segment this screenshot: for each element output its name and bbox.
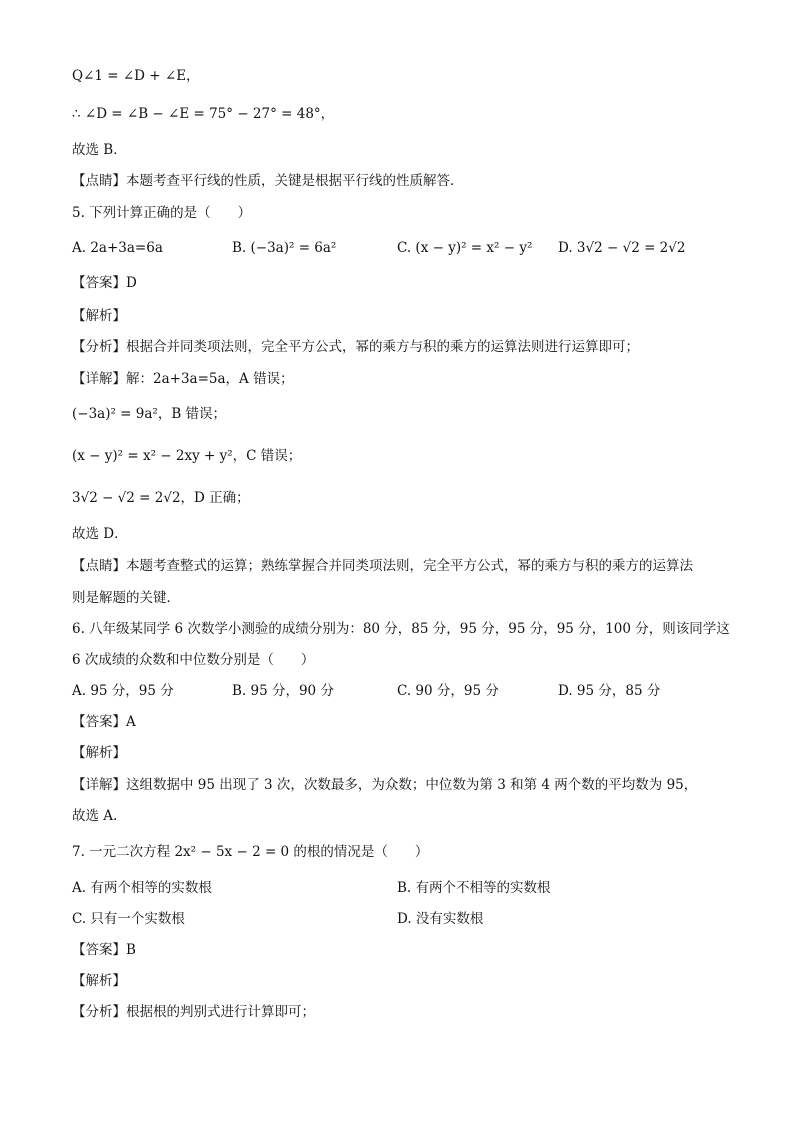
q5-option-b: B. (−3a)² = 6a² bbox=[232, 240, 337, 256]
question-5: 5. 下列计算正确的是（ ） bbox=[72, 205, 252, 221]
question-6-line2: 6 次成绩的众数和中位数分别是（ ） bbox=[72, 652, 315, 668]
q7-answer: 【答案】B bbox=[72, 942, 136, 958]
q7-analysis-title: 【解析】 bbox=[72, 973, 126, 989]
q5-comment-2: 则是解题的关键． bbox=[72, 590, 180, 606]
q7-analysis: 【分析】根据根的判别式进行计算即可； bbox=[72, 1004, 315, 1020]
q5-option-a: A. 2a+3a=6a bbox=[72, 240, 163, 256]
q5-step-d: 3√2 − √2 = 2√2，D 正确； bbox=[72, 490, 250, 506]
q6-answer: 【答案】A bbox=[72, 714, 136, 730]
q5-option-d: D. 3√2 − √2 = 2√2 bbox=[558, 240, 686, 256]
q5-choose: 故选 D． bbox=[72, 526, 128, 542]
q6-option-b: B. 95 分，90 分 bbox=[232, 683, 334, 699]
q6-analysis-title: 【解析】 bbox=[72, 745, 126, 761]
q5-step-b: (−3a)² = 9a²，B 错误； bbox=[72, 406, 227, 422]
q7-option-b: B. 有两个不相等的实数根 bbox=[397, 880, 551, 896]
question-7: 7. 一元二次方程 2x² − 5x − 2 = 0 的根的情况是（ ） bbox=[72, 844, 429, 860]
q5-option-c: C. (x − y)² = x² − y² bbox=[397, 240, 533, 256]
question-6-line1: 6. 八年级某同学 6 次数学小测验的成绩分别为：80 分，85 分，95 分，95 分，95 分，100 分，则该同学这 bbox=[72, 621, 730, 637]
q6-option-a: A. 95 分，95 分 bbox=[72, 683, 174, 699]
q5-detail: 【详解】解：2a+3a=5a，A 错误； bbox=[72, 371, 294, 387]
q7-option-d: D. 没有实数根 bbox=[397, 911, 484, 927]
q7-option-a: A. 有两个相等的实数根 bbox=[72, 880, 212, 896]
line-angle-calc: ∴ ∠D = ∠B − ∠E = 75° − 27° = 48°， bbox=[72, 106, 335, 122]
q6-option-d: D. 95 分，85 分 bbox=[558, 683, 661, 699]
q5-step-c: (x − y)² = x² − 2xy + y²，C 错误； bbox=[72, 448, 302, 464]
line-choose-b: 故选 B． bbox=[72, 142, 127, 158]
q6-option-c: C. 90 分，95 分 bbox=[397, 683, 499, 699]
q5-analysis: 【分析】根据合并同类项法则，完全平方公式，幂的乘方与积的乘方的运算法则进行运算即可； bbox=[72, 339, 639, 355]
q6-choose: 故选 A. bbox=[72, 808, 118, 824]
line-angle1: Q∠1 = ∠D + ∠E， bbox=[72, 68, 200, 84]
q6-detail: 【详解】这组数据中 95 出现了 3 次，次数最多，为众数；中位数为第 3 和第 4 两个数的平均数为 95， bbox=[72, 777, 698, 793]
q5-analysis-title: 【解析】 bbox=[72, 308, 126, 324]
q5-comment-1: 【点睛】本题考查整式的运算；熟练掌握合并同类项法则，完全平方公式，幂的乘方与积的乘方的运算法 bbox=[72, 558, 693, 574]
q7-option-c: C. 只有一个实数根 bbox=[72, 911, 185, 927]
line-comment-4: 【点睛】本题考查平行线的性质，关键是根据平行线的性质解答． bbox=[72, 173, 464, 189]
q5-answer: 【答案】D bbox=[72, 275, 137, 291]
